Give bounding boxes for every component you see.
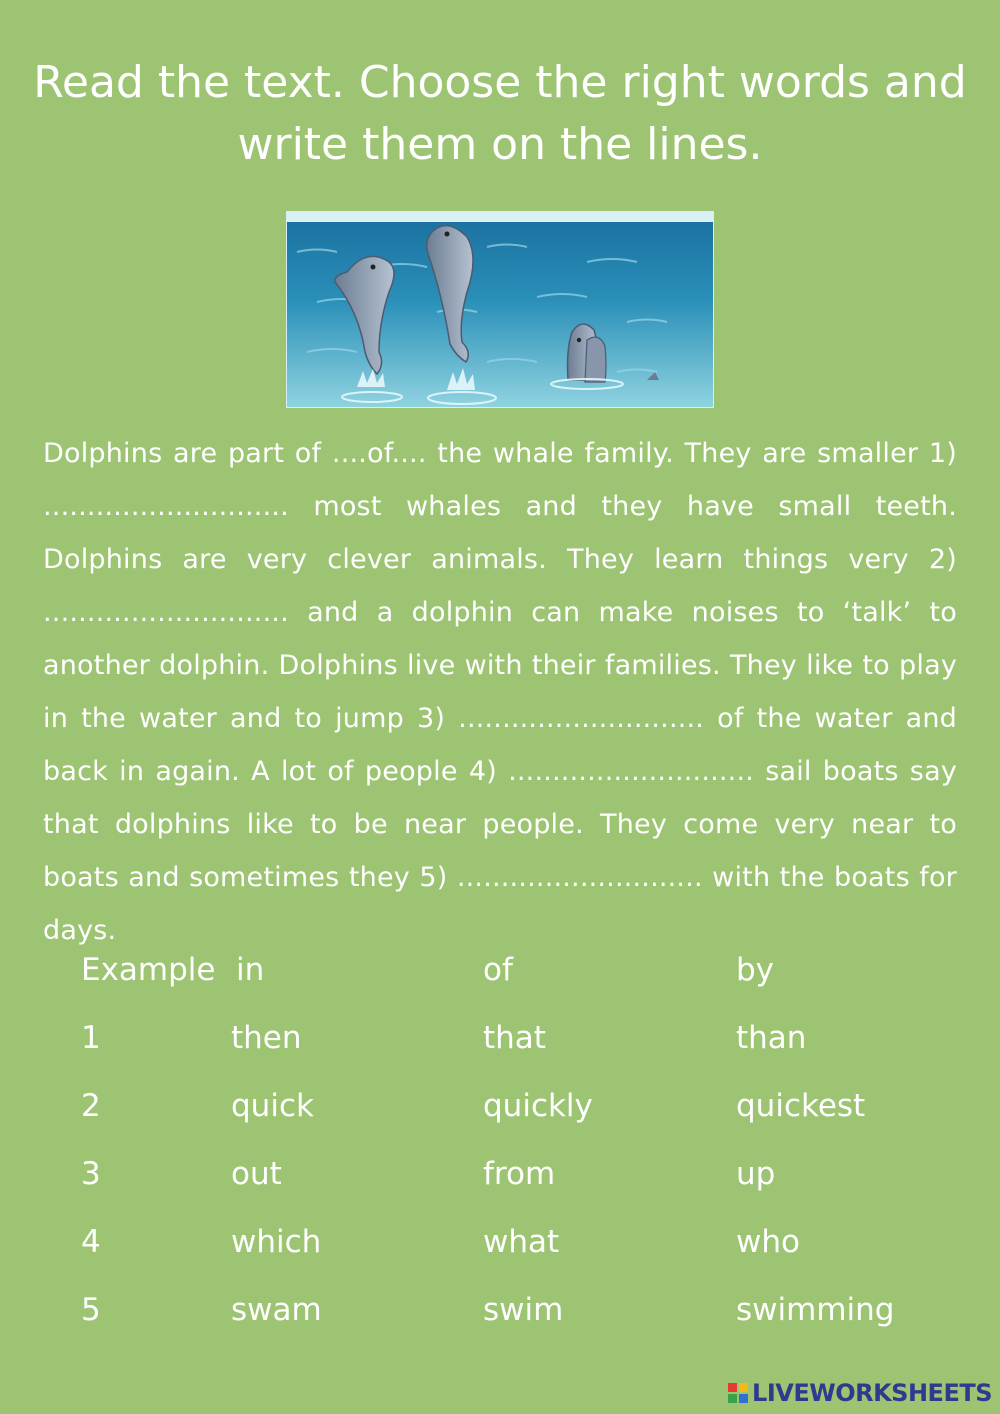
- dolphins-illustration: [286, 211, 714, 408]
- choice-label: 2: [81, 1088, 101, 1124]
- choice-option-c[interactable]: quickest: [736, 1088, 866, 1124]
- reading-passage: Dolphins are part of ....of.... the whale family. They are smaller 1) ............................ most whales and they have small teeth. Dolphins are very clever animals. They learn things very 2) ............................ and a dolphin can make noises to ‘talk’ to another dolphin. Dolphins live with their families. They like to play in the water and to jump 3) ............................ of the water and back in again. A lot of people 4) ............................ sail boats say that dolphins like to be near people. They come very near to boats and sometimes they 5) ............................ with the boats for days.: [43, 438, 957, 946]
- choice-option-a[interactable]: quick: [231, 1088, 314, 1124]
- choice-label: 1: [81, 1020, 101, 1056]
- choice-label: Example: [81, 952, 216, 988]
- choice-row-1: [0, 1004, 1000, 1072]
- choice-option-c[interactable]: by: [736, 952, 775, 988]
- choice-label: 4: [81, 1224, 101, 1260]
- logo-icon: [728, 1383, 748, 1403]
- choice-option-b[interactable]: of: [483, 952, 513, 988]
- choice-option-b[interactable]: quickly: [483, 1088, 593, 1124]
- choice-option-c[interactable]: who: [736, 1224, 800, 1260]
- choice-option-a[interactable]: in: [236, 952, 265, 988]
- choice-row-example: [0, 936, 1000, 1004]
- choice-row-5: [0, 1276, 1000, 1344]
- choice-option-b[interactable]: swim: [483, 1292, 564, 1328]
- choice-option-a[interactable]: which: [231, 1224, 322, 1260]
- choice-row-2: [0, 1072, 1000, 1140]
- choice-option-b[interactable]: what: [483, 1224, 560, 1260]
- choice-option-a[interactable]: swam: [231, 1292, 322, 1328]
- choice-option-b[interactable]: from: [483, 1156, 556, 1192]
- choice-option-a[interactable]: out: [231, 1156, 282, 1192]
- choice-label: 3: [81, 1156, 101, 1192]
- dolphins-image: [287, 212, 713, 407]
- choice-option-c[interactable]: swimming: [736, 1292, 895, 1328]
- choice-label: 5: [81, 1292, 101, 1328]
- liveworksheets-logo[interactable]: [728, 1378, 992, 1408]
- logo-text: LIVEWORKSHEETS: [752, 1379, 992, 1407]
- choice-option-c[interactable]: up: [736, 1156, 776, 1192]
- choice-option-a[interactable]: then: [231, 1020, 302, 1056]
- choice-option-b[interactable]: that: [483, 1020, 546, 1056]
- choice-row-3: [0, 1140, 1000, 1208]
- choice-row-4: [0, 1208, 1000, 1276]
- choice-option-c[interactable]: than: [736, 1020, 807, 1056]
- worksheet-title: Read the text. Choose the right words and write them on the lines.: [33, 57, 967, 170]
